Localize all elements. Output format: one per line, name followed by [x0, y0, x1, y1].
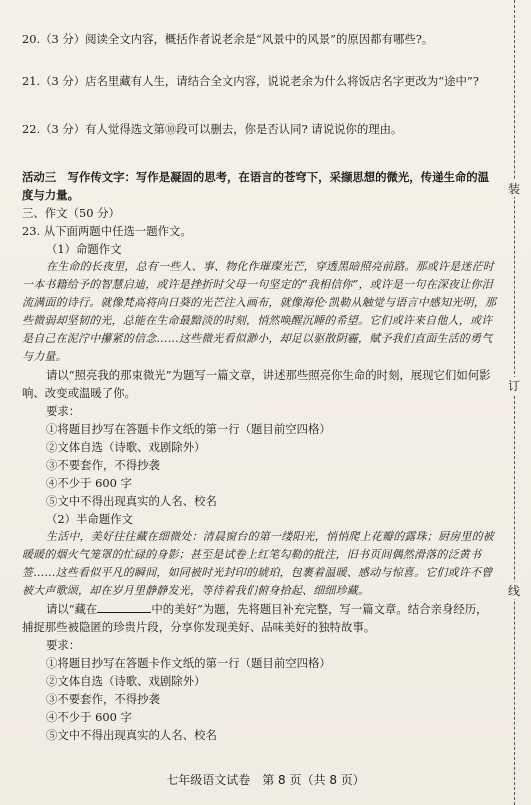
option2-prompt-post: 中的美好”为题，先将题目补充完整，写一篇文章。结合亲身经历，捕捉那些被隐匿的珍贵片段，分享你发现美好、品味美好的独特故事。 — [22, 602, 488, 634]
question-21: 21.（3 分）店名里藏有人生，请结合全文内容，说说老余为什么将饭店名字更改为“途中”? — [22, 74, 479, 88]
requirement-item: ③不要套作，不得抄袭 — [46, 692, 160, 706]
activity-three-title: 活动三 写作传文字：写作是凝固的思考，在语言的苍穹下，采撷思想的微光，传递生命的温度与力量。 — [22, 170, 490, 202]
requirement-item: ②文体自选（诗歌、戏剧除外） — [46, 440, 206, 454]
margin-char-xian: 线 — [507, 584, 520, 598]
requirement-item: ①将题目抄写在答题卡作文纸的第一行（题目前空四格） — [46, 422, 331, 436]
requirement-item: ②文体自选（诗歌、戏剧除外） — [46, 674, 206, 688]
question-20: 20.（3 分）阅读全文内容，概括作者说老余是“风景中的风景”的原因都有哪些?。 — [22, 32, 434, 46]
title-blank — [97, 601, 151, 613]
requirement-item: ④不少于 600 字 — [46, 710, 132, 724]
requirement-item: ⑤文中不得出现真实的人名、校名 — [46, 494, 217, 508]
option2-passage: 生活中，美好往往藏在细微处：清晨窗台的第一缕阳光，悄悄爬上花瓣的露珠；厨房里的被暖暖的烟火气笼罩的忙碌的身影；甚至是试卷上红笔勾勒的批注，旧书页间偶然滑落的泛黄书签……这些看似平凡的瞬间，如同被时光封印的琥珀，包裹着温暖、感动与惊喜。它们或许不曾被大声歌颂，却在岁月里静静发光，等待着我们俯身拾起、细细珍藏。 — [22, 530, 494, 597]
requirement-item: ①将题目抄写在答题卡作文纸的第一行（题目前空四格） — [46, 656, 331, 670]
margin-char-zhuang: 装 — [507, 182, 520, 196]
margin-char-ding: 订 — [507, 379, 520, 393]
option2-label: （2）半命题作文 — [46, 512, 133, 526]
section-title: 三、作文（50 分） — [22, 206, 120, 220]
option1-requirements-label: 要求： — [46, 404, 81, 418]
binding-dashed-line — [514, 0, 515, 805]
option2-prompt-pre: 请以“藏在 — [46, 602, 98, 616]
requirement-item: ④不少于 600 字 — [46, 476, 132, 490]
question-23: 23. 从下面两题中任选一题作文。 — [22, 224, 192, 238]
option2-requirements — [22, 654, 498, 744]
option2-requirements-label: 要求： — [46, 638, 81, 652]
question-22: 22.（3 分）有人觉得选文第⑩段可以删去，你是否认同? 请说说你的理由。 — [22, 122, 403, 136]
page-footer: 七年级语文试卷 第 8 页（共 8 页） — [166, 773, 365, 787]
requirement-item: ③不要套作，不得抄袭 — [46, 458, 160, 472]
option1-passage: 在生命的长夜里，总有一些人、事、物化作璀璨光芒，穿透黑暗照亮前路。那或许是迷茫时一本书籍给予的智慧启迪，或许是挫折时父母一句坚定的“我相信你”，或许是一句在深夜让你泪流满面的诗行。就像梵高将向日葵的光芒注入画布，就像海伦·凯勒从触觉与语言中感知光明，那些微弱却坚韧的光，总能在生命最黯淡的时刻，悄然唤醒沉睡的希望。它们或许来自他人，或许是自己在泥泞中攥紧的信念……这些微光看似渺小，却足以驱散阴霾，赋予我们直面生活的勇气与力量。 — [22, 260, 497, 363]
requirement-item: ⑤文中不得出现真实的人名、校名 — [46, 728, 217, 742]
option1-requirements — [22, 420, 498, 510]
option1-label: （1）命题作文 — [46, 242, 122, 256]
option1-prompt: 请以“照亮我的那束微光”为题写一篇文章，讲述那些照亮你生命的时刻，展现它们如何影响、改变或温暖了你。 — [22, 368, 491, 400]
option2-prompt — [22, 600, 498, 636]
page-content — [22, 30, 498, 744]
